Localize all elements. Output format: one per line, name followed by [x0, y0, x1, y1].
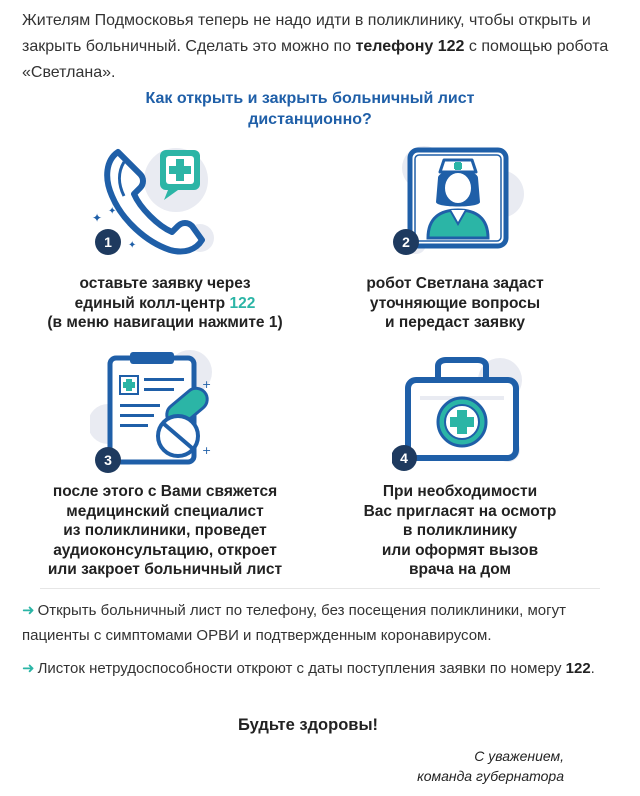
nurse-icon — [388, 138, 528, 266]
step-1-line2-prefix: единый колл-центр — [74, 294, 230, 312]
infographic-title — [100, 88, 520, 130]
intro-paragraph — [22, 8, 618, 86]
step-2-number: 2 — [402, 234, 410, 250]
step-1-line2 — [40, 294, 290, 314]
step-4-caption — [340, 482, 580, 580]
svg-text:✦: ✦ — [108, 206, 117, 217]
note-1 — [22, 598, 618, 648]
step-2-caption — [340, 274, 570, 333]
closing-wish: Будьте здоровы! — [237, 716, 379, 734]
signature-line1: С уважением, — [474, 748, 564, 764]
step-3-line4: аудиоконсультацию, откроет — [53, 541, 277, 559]
step-1-line3: (в меню навигации нажмите 1) — [47, 314, 283, 331]
step-4-line4: или оформят вызов — [381, 541, 539, 559]
step-3-line5: или закроет больничный лист — [47, 561, 283, 578]
step-1-icon-block — [88, 138, 228, 266]
intro-text-start: Жителям Подмосковья теперь не надо идти в поликлинику, чтобы открыть и закрыть больничный. Сделать это можно по — [22, 12, 591, 55]
step-1-phone-number: 122 — [229, 294, 256, 312]
svg-text:✦: ✦ — [128, 240, 137, 251]
intro-phone: телефону 122 — [355, 38, 465, 55]
step-4-icon-block — [392, 350, 532, 476]
step-1-line1: оставьте заявку через — [79, 275, 251, 292]
arrow-right-icon: ➜ — [22, 660, 35, 677]
step-2-line2: уточняющие вопросы — [369, 294, 541, 312]
signature-line2: команда губернатора — [417, 768, 564, 784]
step-3-line1: после этого с Вами свяжется — [52, 483, 278, 500]
step-1-caption — [40, 274, 290, 333]
step-2-line3: и передаст заявку — [385, 314, 525, 331]
step-4-line2: Вас пригласят на осмотр — [363, 502, 557, 520]
arrow-right-icon: ➜ — [22, 602, 35, 619]
step-3-line3: из поликлиники, проведет — [63, 522, 267, 539]
intro-text-end: с помощью робота «Светлана». — [22, 38, 609, 81]
signature — [304, 746, 564, 786]
step-4-line1: При необходимости — [382, 483, 538, 500]
step-2-icon-block — [388, 138, 528, 266]
note-2-number: 122 — [565, 660, 591, 677]
phone-call-icon — [88, 138, 228, 266]
step-3-number: 3 — [104, 452, 112, 468]
step-3-caption — [30, 482, 300, 580]
svg-text:+: + — [202, 378, 212, 391]
step-1-number: 1 — [104, 234, 112, 250]
infographic-title-line2: дистанционно? — [248, 111, 372, 128]
infographic-title-line1: Как открыть и закрыть больничный лист — [145, 90, 475, 107]
svg-text:✦: ✦ — [92, 211, 103, 225]
note-2-text-end: . — [590, 660, 595, 677]
step-4-number: 4 — [400, 450, 408, 466]
note-2-text-start: Листок нетрудоспособности откроют с даты поступления заявки по номеру — [37, 660, 566, 677]
svg-text:+: + — [202, 444, 212, 457]
step-4-line3: в поликлинику — [402, 522, 518, 539]
step-3-icon-block — [90, 348, 230, 476]
step-3-line2: медицинский специалист — [66, 502, 264, 520]
first-aid-kit-icon — [392, 350, 532, 476]
medical-record-pills-icon — [90, 348, 230, 476]
note-1-text: Открыть больничный лист по телефону, без посещения поликлиники, могут пациенты с симптомами ОРВИ и подтвержденным коронавирусом. — [22, 602, 566, 644]
step-2-line1: робот Светлана задаст — [366, 275, 544, 292]
infographic-divider — [40, 588, 600, 589]
note-2 — [22, 656, 618, 681]
step-4-line5: врача на дом — [408, 561, 511, 578]
